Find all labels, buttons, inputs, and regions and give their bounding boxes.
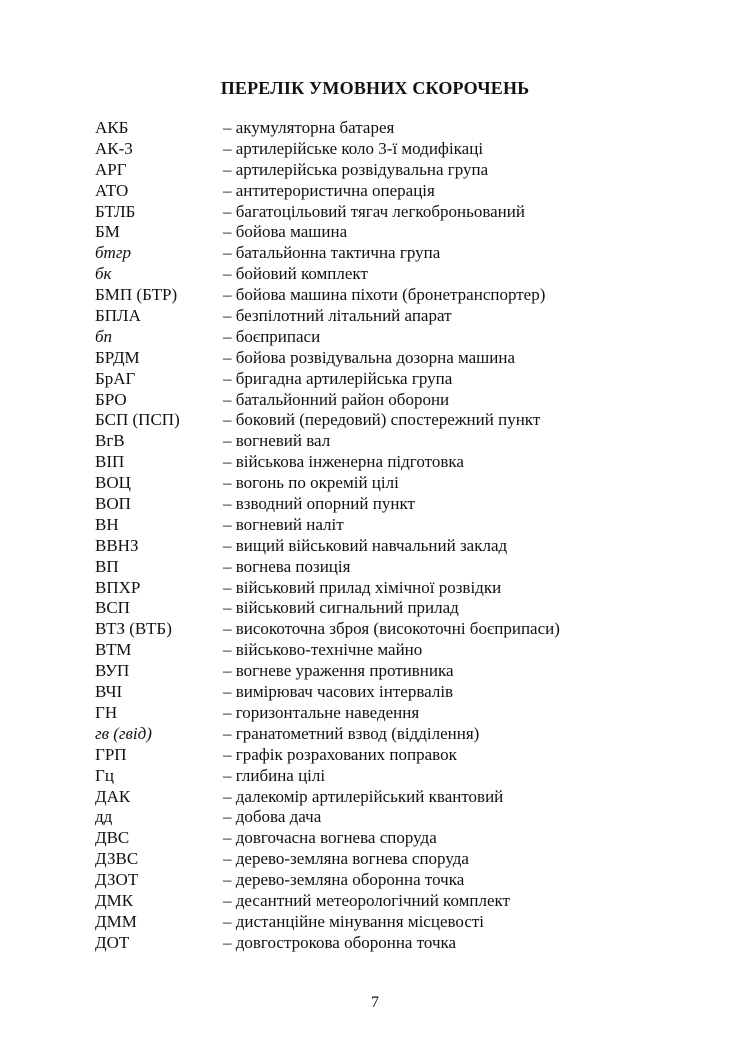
abbreviation-definition: – акумуляторна батарея (223, 118, 395, 137)
abbreviation-term: ГРП (95, 744, 127, 764)
abbreviation-definition: – бойова машина піхоти (бронетранспортер) (223, 285, 546, 305)
abbreviation-term: ДАК (95, 786, 131, 806)
abbreviation-definition: – вогонь по окремій цілі (223, 473, 399, 493)
abbreviation-row (95, 724, 560, 745)
abbreviation-row (95, 243, 560, 264)
abbreviation-definition: – боєприпаси (223, 326, 321, 346)
abbreviation-term: бтгр (95, 243, 131, 263)
abbreviation-row (95, 745, 560, 766)
abbreviation-row (95, 222, 560, 243)
abbreviation-row (95, 912, 560, 933)
abbreviation-definition: – гранатометний взвод (відділення) (223, 723, 480, 743)
abbreviation-definition: – добова дача (223, 807, 322, 827)
abbreviation-row (95, 682, 560, 703)
abbreviation-definition: – дерево-земляна оборонна точка (223, 870, 465, 890)
abbreviation-term: БТЛБ (95, 201, 136, 221)
abbreviation-row (95, 536, 560, 557)
abbreviation-definition: – бригадна артилерійська група (223, 368, 453, 388)
abbreviation-row (95, 264, 560, 285)
abbreviation-row (95, 598, 560, 619)
abbreviation-definition: – бойова розвідувальна дозорна машина (223, 347, 516, 367)
abbreviation-list (95, 118, 560, 954)
abbreviation-row (95, 494, 560, 515)
abbreviation-definition: – антитерористична операція (223, 180, 435, 200)
abbreviation-definition: – військова інженерна підготовка (223, 452, 464, 472)
abbreviation-row (95, 327, 560, 348)
abbreviation-definition: – глибина цілі (223, 765, 326, 785)
abbreviation-term: ВТМ (95, 640, 132, 660)
abbreviation-definition: – військовий прилад хімічної розвідки (223, 577, 502, 597)
abbreviation-term: БМ (95, 222, 120, 242)
abbreviation-definition: – довгострокова оборонна точка (223, 932, 457, 952)
abbreviation-row (95, 306, 560, 327)
abbreviation-term: ДВС (95, 828, 130, 848)
abbreviation-term: ВОЦ (95, 473, 131, 493)
abbreviation-term: ДМК (95, 890, 134, 910)
abbreviation-row (95, 285, 560, 306)
abbreviation-definition: – артилерійське коло 3-ї модифікаці (223, 138, 484, 158)
abbreviation-row (95, 452, 560, 473)
abbreviation-definition: – бойова машина (223, 222, 348, 242)
abbreviation-definition: – взводний опорний пункт (223, 494, 415, 514)
abbreviation-row (95, 807, 560, 828)
abbreviation-definition: – дерево-земляна вогнева споруда (223, 849, 469, 869)
abbreviation-row (95, 787, 560, 808)
abbreviation-term: АТО (95, 180, 129, 200)
abbreviation-row (95, 766, 560, 787)
abbreviation-definition: – вогневий наліт (223, 514, 344, 534)
abbreviation-definition: – вогневий вал (223, 431, 331, 451)
abbreviation-row (95, 348, 560, 369)
abbreviation-row (95, 118, 560, 139)
abbreviation-term: ВУП (95, 661, 130, 681)
abbreviation-definition: – батальйонний район оборони (223, 389, 450, 409)
abbreviation-definition: – батальйонна тактична група (223, 243, 441, 263)
abbreviation-definition: – безпілотний літальний апарат (223, 306, 452, 326)
abbreviation-row (95, 619, 560, 640)
abbreviation-row (95, 369, 560, 390)
abbreviation-definition: – вимірювач часових інтервалів (223, 682, 454, 702)
abbreviation-row (95, 870, 560, 891)
abbreviation-row (95, 640, 560, 661)
abbreviation-row (95, 431, 560, 452)
abbreviation-term: ВТЗ (ВТБ) (95, 619, 172, 639)
abbreviation-definition: – військово-технічне майно (223, 640, 423, 660)
abbreviation-definition: – десантний метеорологічний комплект (223, 890, 510, 910)
abbreviation-definition: – вогнева позиція (223, 556, 351, 576)
abbreviation-definition: – далекомір артилерійський квантовий (223, 786, 504, 806)
abbreviation-term: ДЗОТ (95, 870, 139, 890)
abbreviation-term: АКБ (95, 118, 129, 137)
abbreviation-term: ВПХР (95, 577, 141, 597)
abbreviation-term: дд (95, 807, 113, 827)
abbreviation-term: бп (95, 326, 113, 346)
abbreviation-term: ВН (95, 514, 119, 534)
abbreviation-definition: – графік розрахованих поправок (223, 744, 457, 764)
abbreviation-term: ГН (95, 702, 118, 722)
abbreviation-term: бк (95, 264, 112, 284)
abbreviation-term: БПЛА (95, 306, 141, 326)
abbreviation-term: ВП (95, 556, 119, 576)
abbreviation-definition: – артилерійська розвідувальна група (223, 159, 489, 179)
abbreviation-term: БСП (ПСП) (95, 410, 180, 430)
abbreviation-term: БРО (95, 389, 127, 409)
abbreviation-definition: – високоточна зброя (високоточні боєприпаси) (223, 619, 560, 639)
abbreviation-row (95, 139, 560, 160)
page-title: ПЕРЕЛІК УМОВНИХ СКОРОЧЕНЬ (220, 78, 530, 98)
abbreviation-row (95, 703, 560, 724)
abbreviation-term: АК-3 (95, 138, 133, 158)
abbreviation-row (95, 390, 560, 411)
abbreviation-term: ДЗВС (95, 849, 139, 869)
abbreviation-term: БрАГ (95, 368, 136, 388)
abbreviation-term: Гц (95, 765, 114, 785)
abbreviation-term: ДММ (95, 911, 137, 931)
abbreviation-definition: – довгочасна вогнева споруда (223, 828, 437, 848)
abbreviation-row (95, 181, 560, 202)
page-number: 7 (371, 994, 379, 1011)
abbreviation-row (95, 160, 560, 181)
abbreviation-term: БРДМ (95, 347, 140, 367)
abbreviation-term: ВЧІ (95, 682, 123, 702)
abbreviation-row (95, 933, 560, 954)
abbreviation-term: ВОП (95, 494, 131, 514)
abbreviation-row (95, 661, 560, 682)
abbreviation-row (95, 473, 560, 494)
abbreviation-definition: – багатоцільовий тягач легкоброньований (223, 201, 525, 221)
abbreviation-definition: – вогневе ураження противника (223, 661, 454, 681)
abbreviation-row (95, 557, 560, 578)
abbreviation-definition: – військовий сигнальний прилад (223, 598, 459, 618)
abbreviation-row (95, 849, 560, 870)
abbreviation-row (95, 828, 560, 849)
abbreviation-term: ВгВ (95, 431, 125, 451)
abbreviation-row (95, 891, 560, 912)
abbreviation-definition: – горизонтальне наведення (223, 702, 420, 722)
abbreviation-term: ВВНЗ (95, 535, 139, 555)
abbreviation-definition: – вищий військовий навчальний заклад (223, 535, 508, 555)
abbreviation-term: гв (гвід) (95, 723, 152, 743)
abbreviation-term: АРГ (95, 159, 127, 179)
abbreviation-definition: – дистанційне мінування місцевості (223, 911, 485, 931)
abbreviation-definition: – бойовий комплект (223, 264, 368, 284)
abbreviation-row (95, 202, 560, 223)
abbreviation-row (95, 515, 560, 536)
abbreviation-term: ВСП (95, 598, 130, 618)
abbreviation-row (95, 578, 560, 599)
abbreviation-row (95, 410, 560, 431)
abbreviation-definition: – боковий (передовий) спостережний пункт (223, 410, 541, 430)
abbreviation-term: ВІП (95, 452, 125, 472)
abbreviation-term: ДОТ (95, 932, 130, 952)
abbreviation-term: БМП (БТР) (95, 285, 178, 305)
